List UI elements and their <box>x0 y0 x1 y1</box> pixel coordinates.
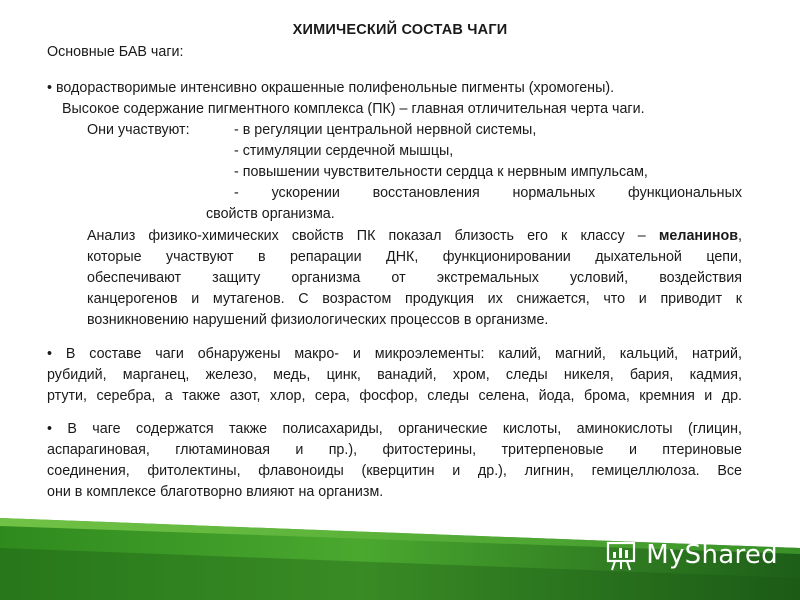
bullet-2-line-2: рубидий, марганец, железо, медь, цинк, ванадий, хром, следы никеля, бария, кадмия, <box>47 367 742 383</box>
bullet-1-line-1: • водорастворимые интенсивно окрашенные полифенольные пигменты (хромогены). <box>47 80 615 96</box>
analysis-line-5: возникновению нарушений физиологических процессов в организме. <box>87 312 549 328</box>
slide-title: ХИМИЧЕСКИЙ СОСТАВ ЧАГИ <box>292 22 508 38</box>
bullet-1-line-2: Высокое содержание пигментного комплекса (ПК) – главная отличительная черта чаги. <box>62 101 645 117</box>
melanins-term: меланинов <box>658 228 739 244</box>
bullet-2-line-1: • В составе чаги обнаружены макро- и микроэлементы: калий, магний, кальций, натрий, <box>47 346 742 362</box>
role-item-2: - стимуляции сердечной мышцы, <box>234 143 454 159</box>
watermark-text: MyShared <box>646 540 778 570</box>
analysis-line-4: канцерогенов и мутагенов. С возрастом продукция их снижается, что и приводит к <box>87 291 742 307</box>
subtitle: Основные БАВ чаги: <box>47 44 184 60</box>
bullet-3-line-3: соединения, фитолектины, флавоноиды (кверцитин и др.), лигнин, гемицеллюлоза. Все <box>47 463 742 479</box>
analysis-line-2: которые участвуют в репарации ДНК, функционировании дыхательной цепи, <box>87 249 742 265</box>
bullet-3-line-2: аспарагиновая, глютаминовая и пр.), фитостерины, тритерпеновые и птериновые <box>47 442 742 458</box>
analysis-line-1: Анализ физико-химических свойств ПК показал близость его к классу – меланинов, <box>87 228 742 244</box>
watermark-logo <box>606 538 778 572</box>
analysis-line-3: обеспечивают защиту организма от экстремальных условий, воздействия <box>87 270 742 286</box>
role-item-3: - повышении чувствительности сердца к нервным импульсам, <box>234 164 648 180</box>
role-item-4-cont: свойств организма. <box>206 206 335 222</box>
bullet-3-line-4: они в комплексе благотворно влияют на организм. <box>47 484 384 500</box>
role-item-1: - в регуляции центральной нервной системы, <box>234 122 537 138</box>
role-item-4: - ускорении восстановления нормальных функциональных <box>234 185 742 201</box>
presentation-board-icon <box>606 538 640 572</box>
bullet-2-line-3: ртути, серебра, а также азот, хлор, сера, фосфор, следы селена, йода, брома, кремния и др. <box>47 388 742 404</box>
they-participate-label: Они участвуют: <box>87 122 190 138</box>
bullet-3-line-1: • В чаге содержатся также полисахариды, органические кислоты, аминокислоты (глицин, <box>47 421 742 437</box>
